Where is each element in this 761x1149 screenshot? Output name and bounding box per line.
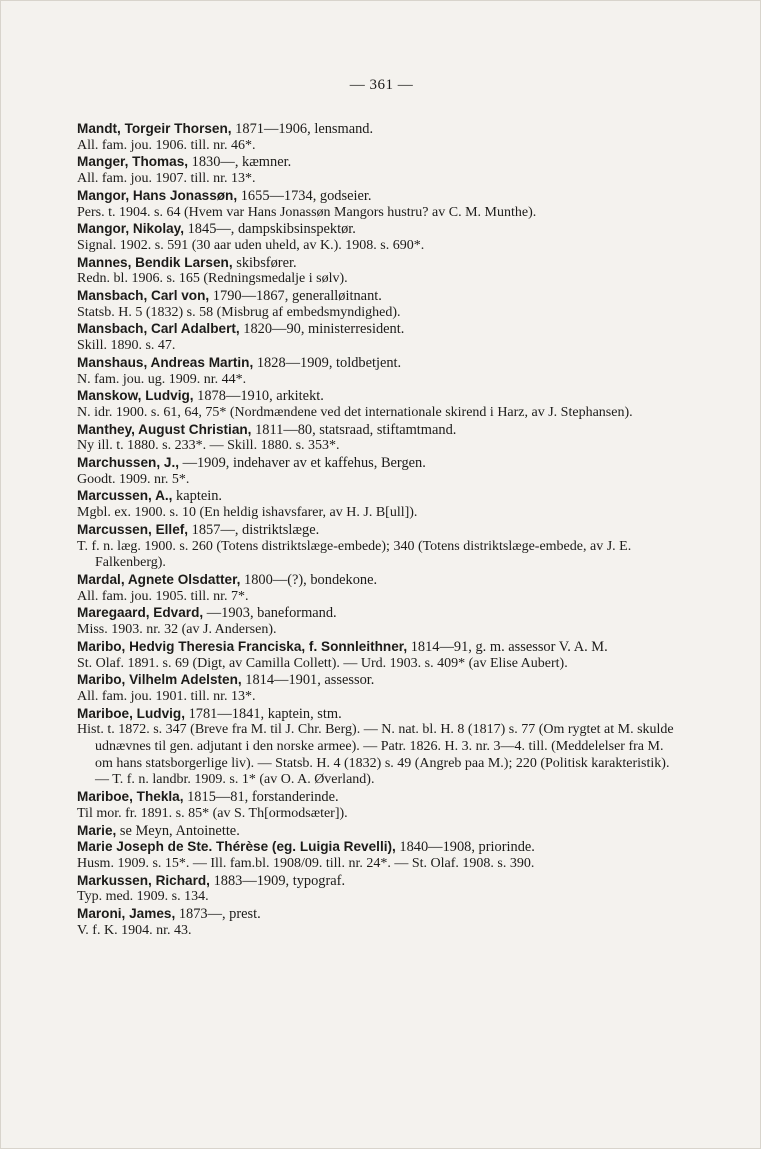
entry-info: 1857—, distriktslæge. [188, 521, 320, 538]
entry [77, 823, 677, 840]
entry-heading [77, 288, 677, 305]
entry-name: Marcussen, A., [77, 488, 173, 504]
entry-heading [77, 255, 677, 272]
entry-heading [77, 789, 677, 806]
entry-name: Mariboe, Thekla, [77, 789, 184, 805]
entry-name: Manthey, August Christian, [77, 421, 252, 437]
entry-heading [77, 154, 677, 171]
entry-name: Marchussen, J., [77, 455, 179, 471]
entry-name: Marie Joseph de Ste. Thérèse (eg. Luigia Revelli), [77, 839, 396, 855]
entry-reference: Miss. 1903. nr. 32 (av J. Andersen). [77, 622, 277, 638]
entry-reference: Goodt. 1909. nr. 5*. [77, 471, 190, 487]
entry-name: Mandt, Torgeir Thorsen, [77, 121, 232, 136]
entry [77, 221, 677, 254]
entry-name: Mangor, Nikolay, [77, 221, 185, 237]
entry [77, 121, 677, 154]
entry-info: skibsfører. [232, 254, 297, 271]
entry-name: Maregaard, Edvard, [77, 605, 204, 621]
entry [77, 522, 677, 572]
entry-reference: All. fam. jou. 1905. till. nr. 7*. [77, 588, 249, 604]
entry-heading [77, 823, 677, 840]
entry-reference: Typ. med. 1909. s. 134. [77, 889, 209, 905]
entry-heading [77, 188, 677, 205]
entry-name: Manshaus, Andreas Martin, [77, 354, 254, 370]
entry-name: Mansbach, Carl Adalbert, [77, 321, 240, 337]
entry-reference: V. f. K. 1904. nr. 43. [77, 922, 192, 938]
entry [77, 639, 677, 672]
entry-heading [77, 355, 677, 372]
entry [77, 672, 677, 705]
entry-reference: All. fam. jou. 1901. till. nr. 13*. [77, 688, 256, 704]
entry-info: se Meyn, Antoinette. [116, 822, 240, 839]
entry-reference: T. f. n. læg. 1900. s. 260 (Totens distriktslæge-embede); 340 (Totens distriktslæge-embede, av J. E. Falkenberg). [77, 538, 632, 571]
entry-heading [77, 906, 677, 923]
entry [77, 839, 677, 872]
entry [77, 455, 677, 488]
entry-info: 1878—1910, arkitekt. [193, 388, 324, 405]
entry [77, 706, 677, 790]
entry-info: 1814—91, g. m. assessor V. A. M. [407, 638, 608, 655]
entry-heading [77, 572, 677, 589]
entry-name: Markussen, Richard, [77, 872, 210, 888]
entry-reference: All. fam. jou. 1906. till. nr. 46*. [77, 137, 256, 153]
entry-info: 1790—1867, generalløitnant. [209, 288, 382, 305]
entry-reference: Redn. bl. 1906. s. 165 (Redningsmedalje i sølv). [77, 271, 348, 287]
entry-info: 1655—1734, godseier. [237, 187, 372, 204]
entry-name: Marie, [77, 822, 117, 838]
entry-reference: Statsb. H. 5 (1832) s. 58 (Misbrug af embedsmyndighed). [77, 304, 401, 320]
entry-heading [77, 221, 677, 238]
entry-heading [77, 388, 677, 405]
entry-heading [77, 706, 677, 723]
entry-info: 1811—80, statsraad, stiftamtmand. [251, 421, 457, 438]
entry-name: Manger, Thomas, [77, 154, 189, 170]
entry-info: 1871—1906, lensmand. [231, 121, 374, 137]
entry-reference: Hist. t. 1872. s. 347 (Breve fra M. til J. Chr. Berg). — N. nat. bl. H. 8 (1817) s. 77 (Om rygtet at M. skulde udnævnes til gen. adjutant i den norske armee). — Patr. 1826. H. 3. nr. 3—4. till. (Meddelelser fra M. om hans statsborgerlige liv). — Statsb. H. 4 (1832) s. 49 (Angreb paa M.); 220 (Politisk karakteristik). — T. f. n. landbr. 1909. s. 1* (av O. A. Øverland). [77, 722, 674, 788]
entry-info: —1903, baneformand. [203, 605, 337, 622]
entry-info: —1909, indehaver av et kaffehus, Bergen. [179, 455, 426, 472]
entry-reference: Til mor. fr. 1891. s. 85* (av S. Th[ormodsæter]). [77, 805, 348, 821]
entry-name: Mannes, Bendik Larsen, [77, 254, 233, 270]
entry-info: 1800—(?), bondekone. [240, 571, 378, 588]
entry [77, 789, 677, 822]
entry-reference: Pers. t. 1904. s. 64 (Hvem var Hans Jonassøn Mangors hustru? av C. M. Munthe). [77, 204, 537, 220]
entry-reference: Signal. 1902. s. 591 (30 aar uden uheld, av K.). 1908. s. 690*. [77, 237, 425, 253]
entry-reference: Ny ill. t. 1880. s. 233*. — Skill. 1880. s. 353*. [77, 438, 340, 454]
entry-heading [77, 488, 677, 505]
entry-name: Mangor, Hans Jonassøn, [77, 187, 238, 203]
entry [77, 873, 677, 906]
entry-reference: St. Olaf. 1891. s. 69 (Digt, av Camilla Collett). — Urd. 1903. s. 409* (av Elise Aubert). [77, 655, 568, 671]
entry [77, 188, 677, 221]
entry-info: kaptein. [172, 488, 223, 505]
entry-heading [77, 873, 677, 890]
entry-info: 1814—1901, assessor. [241, 672, 375, 689]
entry-heading [77, 321, 677, 338]
entry-info: 1828—1909, toldbetjent. [253, 354, 402, 371]
entry [77, 288, 677, 321]
entries-list [77, 121, 677, 939]
entry-reference: N. idr. 1900. s. 61, 64, 75* (Nordmændene ved det internationale skirend i Harz, av J. Stephansen). [77, 404, 633, 420]
entry [77, 154, 677, 187]
entry [77, 355, 677, 388]
entry-reference: All. fam. jou. 1907. till. nr. 13*. [77, 171, 256, 187]
entry-reference: Mgbl. ex. 1900. s. 10 (En heldig ishavsfarer, av H. J. B[ull]). [77, 505, 418, 521]
entry-heading [77, 605, 677, 622]
entry-reference: N. fam. jou. ug. 1909. nr. 44*. [77, 371, 247, 387]
entry-name: Mariboe, Ludvig, [77, 705, 185, 721]
entry [77, 321, 677, 354]
entry [77, 605, 677, 638]
entry-name: Marcussen, Ellef, [77, 521, 189, 537]
entry [77, 572, 677, 605]
entry-name: Maribo, Vilhelm Adelsten, [77, 672, 242, 688]
entry-name: Mardal, Agnete Olsdatter, [77, 571, 241, 587]
entry-heading [77, 839, 677, 856]
entry-name: Manskow, Ludvig, [77, 388, 194, 404]
entry-heading [77, 522, 677, 539]
entry-info: 1781—1841, kaptein, stm. [185, 705, 342, 722]
entry-heading [77, 672, 677, 689]
entry-info: 1830—, kæmner. [188, 154, 292, 171]
entry-heading [77, 121, 677, 138]
entry-info: 1873—, prest. [175, 906, 261, 923]
entry [77, 255, 677, 288]
entry-name: Maribo, Hedvig Theresia Franciska, f. Sonnleithner, [77, 638, 408, 654]
entry-reference: Husm. 1909. s. 15*. — Ill. fam.bl. 1908/09. till. nr. 24*. — St. Olaf. 1908. s. 390. [77, 855, 535, 871]
entry-heading [77, 422, 677, 439]
entry-info: 1883—1909, typograf. [209, 872, 346, 889]
entry-reference: Skill. 1890. s. 47. [77, 338, 176, 354]
entry-info: 1845—, dampskibsinspektør. [184, 221, 356, 238]
entry-info: 1815—81, forstanderinde. [183, 789, 339, 806]
entry [77, 488, 677, 521]
entry-name: Maroni, James, [77, 906, 176, 922]
entry-heading [77, 455, 677, 472]
entry [77, 388, 677, 421]
entry-info: 1840—1908, priorinde. [395, 839, 535, 856]
page-number: — 361 — [349, 77, 414, 93]
entry [77, 422, 677, 455]
entry [77, 906, 677, 939]
entry-name: Mansbach, Carl von, [77, 288, 210, 304]
entry-heading [77, 639, 677, 656]
entry-info: 1820—90, ministerresident. [239, 321, 405, 338]
